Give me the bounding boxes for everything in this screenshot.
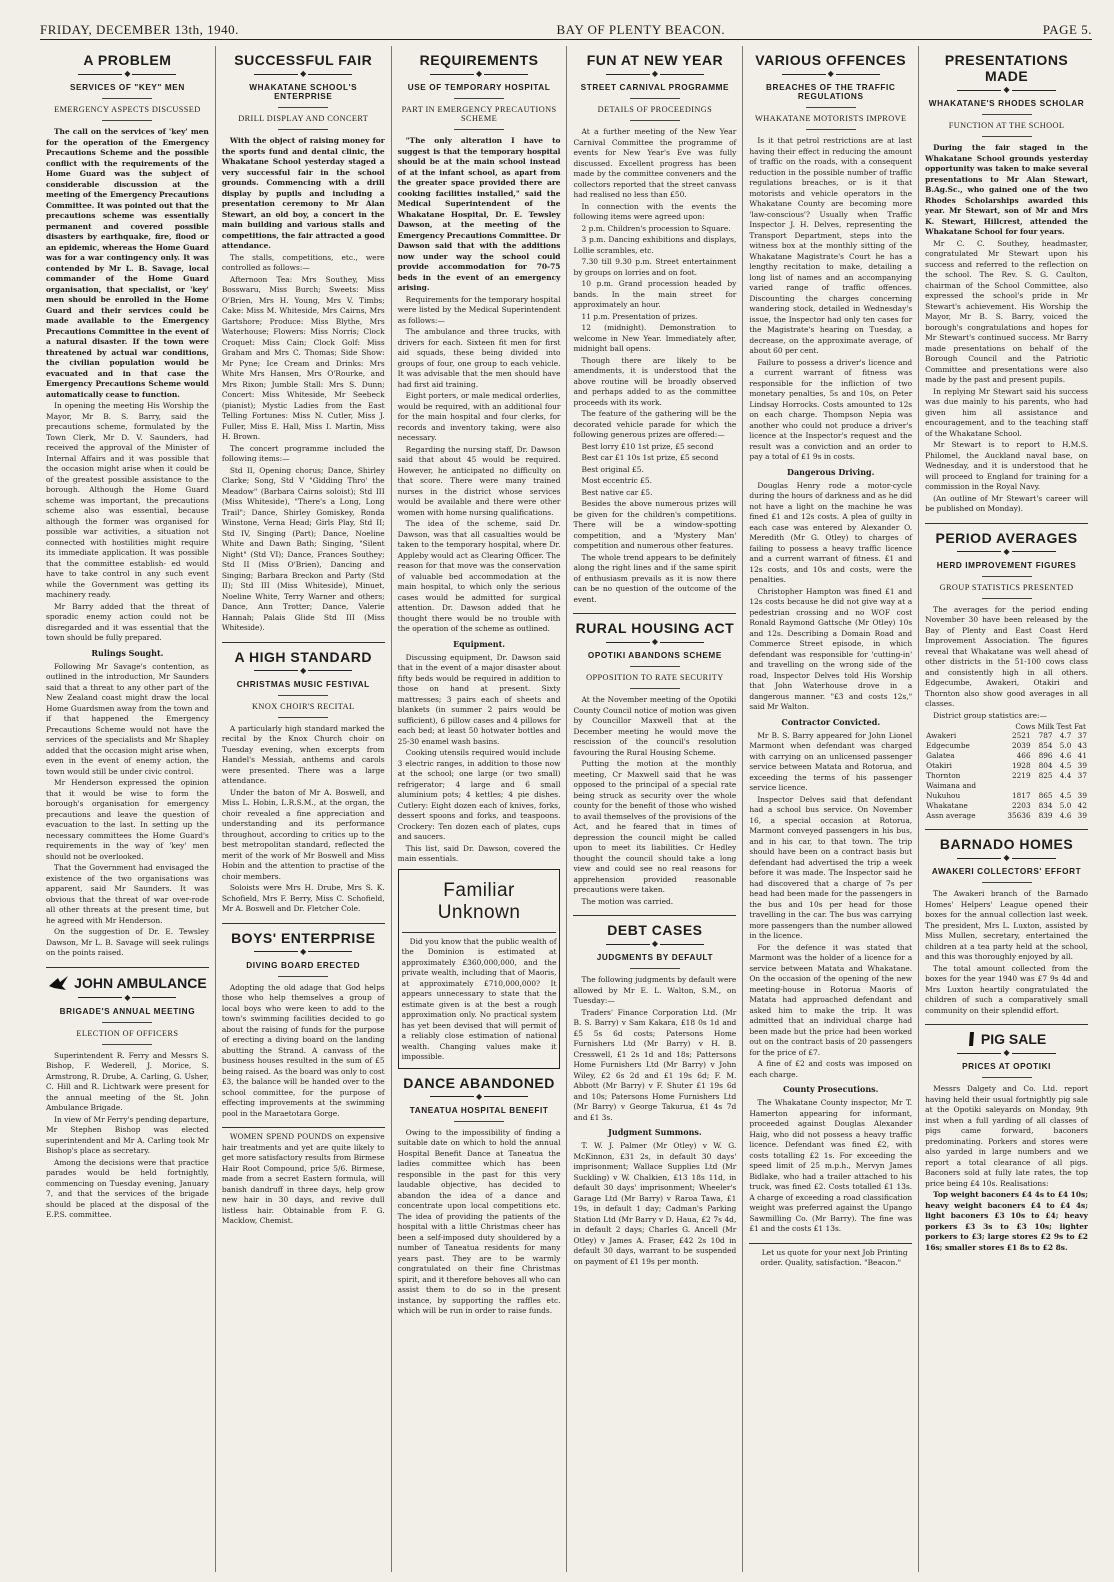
divider [278, 717, 328, 718]
article-paragraph: For the defence it was stated that Marmont was the holder of a licence for a service between Matata and Whakatane. On the occasion of the opening of the new meeting-house in Rotorua Maoris of Matata had approached defendant and asked him to make the trip. It was admitted that an individual charge had been made but the price had been worked out on the contract basis of 20 passengers for the price of £7. [749, 942, 913, 1057]
column-4 [567, 46, 743, 1572]
ornament-divider: ◆ [222, 70, 385, 78]
divider [278, 695, 328, 696]
divider [806, 129, 856, 130]
article-paragraph: Mr Barry added that the threat of sporadic enemy action could not be disregarded and it was essential that the town should be fully prepared. [46, 601, 209, 642]
program-item: 3 p.m. Dancing exhibitions and displays, Lollie scrambles, etc. [573, 235, 737, 255]
article-paragraph: On the suggestion of Dr. E. Tewsley Dawson, Mr L. B. Savage will seek rulings on the points raised. [46, 927, 209, 957]
ornament-divider: ◆ [749, 70, 912, 78]
table-cell-value: 466 [1016, 751, 1031, 760]
table-cell-value: 1928 [1012, 761, 1031, 770]
article-paragraph: With the object of raising money for the sports fund and dental clinic, the Whakatane School yesterday staged a very successful fair in the school grounds. Commencing with a drill display by pupils and including a presentation ceremony to Mr Alan Stewart, an old boy, a concert in the main building and various stalls and competitions, the fair attracted a good attendance. [221, 136, 385, 250]
article-paragraph: Messrs Dalgety and Co. Ltd. report having held their usual fortnightly pig sale at the Opotiki saleyards on Monday, 9th inst when a full yarding of all classes of pigs came forward, baconers predominating. Porkers and stores were also yarded in large numbers and we report a total clearance of all pigs. Baconers sold at fully late rates, the top price being £4 10s. Realisations: [925, 1084, 1088, 1188]
table-row [925, 781, 1088, 791]
article-paragraph: In opening the meeting His Worship the Mayor, Mr B. S. Barry, said the precautions scheme, formulated by the Town Clerk, Mr D. V. Saunders, had received the approval of the Minister of Internal Affairs and it was possible that the occasion might arise when it could be of the greatest possible assistance to the borough. Although the Home Guard scheme was important, the precautions scheme also was essential, because although the former was organised for possible war activities, a situation not connected with hostilities might require its immediate application. It was possible that the committee establish- ed would have to take control in any such event while the Government was getting its machinery ready. [46, 401, 209, 599]
table-cell-value: 4.6 [1059, 751, 1072, 760]
divider [982, 882, 1032, 883]
article-paragraph: Requirements for the temporary hospital were listed by the Medical Superintendent as follows:— [397, 294, 561, 325]
subheading: DRILL DISPLAY AND CONCERT [238, 114, 369, 123]
article-paragraph: Christopher Hampton was fined £1 and 12s costs because he did not give way at a pedestrian crossing and no WOF cost Ronald Raymond Gattsche (Mr Otley) 10s and 12s. Describing a Domain Road and Commerce Street episode, in which defendant was responsible for 'cutting-in' and travelling on the wrong side of the road, Inspector Delves told His Worship that John Waterhouse drove in a dangerous manner. "£3 and costs 12s," said Mr Walton. [749, 586, 913, 711]
sidehead: Equipment. [453, 638, 506, 649]
subheading: SERVICES OF "KEY" MEN [69, 83, 185, 92]
column-3 [392, 46, 568, 1572]
table-cell-district: Otakiri [926, 761, 952, 770]
article-paragraph: Adopting the old adage that God helps those who help themselves a group of local boys who were keen to add to the town's swimming facilities decided to go about the raising of funds for the purpose of erecting a diving board on the landing abutting the Strand. A canvass of the business houses resulted in the sum of £5 being raised. As the board was only to cost £3, the balance will be handed over to the school committee, for the purpose of effecting improvements at the swimming pool in the Maraetotara Gorge. [221, 982, 385, 1118]
divider [630, 666, 680, 667]
table-cell-value: 854 [1038, 741, 1053, 750]
subheading: GROUP STATISTICS PRESENTED [939, 582, 1074, 592]
headline-text: PIG SALE [980, 1031, 1047, 1047]
table-cell-district: Nukuhou [926, 791, 961, 800]
table-cell-district: Edgecumbe [926, 741, 970, 750]
article-paragraph: Mr B. S. Barry appeared for John Lionel Marmont when defendant was charged with carrying on an unlicensed passenger service between Matata and Rotorua, and exceeding the terms of his passenger service licence. [749, 730, 913, 792]
table-cell-value: 5.0 [1059, 741, 1072, 750]
ornament-divider: ◆ [573, 70, 736, 78]
ornament-divider: ◆ [925, 548, 1088, 556]
article-paragraph: The Awakeri branch of the Barnado Homes' Helpers' League opened their boxes for the annual collection last week. The president, Mrs L. Luxton, assisted by Miss Mullen, secretary, entertained the children at a tea party held at the school, and this was thoroughly enjoyed by all. [925, 889, 1088, 961]
article-paragraph: Douglas Henry rode a motor-cycle during the hours of darkness and as he did not have a light on the machine he was fined £1 and 12s costs. A plea of guilty in each case was entered by Alexander O. Meredith (Mr G. Otley) to charges of failing to possess a heavy traffic licence and a current warrant of fitness. £1 and 12s costs, and 10s and costs, were the penalties. [749, 480, 913, 584]
headline-text: JOHN AMBULANCE [74, 974, 207, 991]
sidehead: Rulings Sought. [91, 647, 164, 658]
subheading: KNOX CHOIR'S RECITAL [252, 701, 355, 711]
table-cell-value: 2203 [1012, 801, 1031, 810]
table-cell-value: 4.5 [1059, 761, 1072, 770]
subheading: CHRISTMAS MUSIC FESTIVAL [236, 679, 370, 689]
article-paragraph: "The only alteration I have to suggest is that the temporary hospital should be at the main school instead of at the infant school, as apart from the greater space provided there are cooking facilities installed," said the Medical Superintendent of the Whakatane Hospital, Dr. E. Tewsley Dawson, at the meeting of the Emergency Precautions Committee. Dr Dawson said that with the additions now under way the school could provide accommodation for 70-75 beds in the event of an emergency arising. [397, 136, 561, 292]
section-rule [573, 915, 736, 916]
table-cell-value: 41 [1077, 751, 1087, 760]
article-paragraph: Traders' Finance Corporation Ltd. (Mr B. S. Barry) v Sam Kakara, £18 0s 1d and £5 5s 6d costs; Patersons Home Furnishers Ltd (Mr Barry) v H. B. Cresswell, £1 2s 1d and 18s; Pattersons Home Furnishers Ltd (Mr Barry) v John Wiley, £2 6s 2d and £1 19s 6d; F. M. Abbott (Mr Barry) v F. Shuter £1 19s 6d and 10s; Patersons Home Furnishers Ltd (Mr Barry) v George Takurua, £1 4s 7d and £1 3s. [573, 1007, 737, 1122]
divider [102, 98, 152, 99]
article-paragraph: At a further meeting of the New Year Carnival Committee the programme of events for New Year's Eve was fully discussed. Excellent progress has been made by the committee conveners and the collectors reported that the street canvass had realised no less than £50. [573, 127, 737, 199]
article-paragraph: This list, said Dr. Dawson, covered the main essentials. [397, 843, 561, 863]
headline-fun-at-new-year: FUN AT NEW YEAR [586, 52, 724, 68]
headline-pig-sale [925, 1031, 1088, 1047]
table-cell-value: 2039 [1012, 741, 1031, 750]
issue-date: FRIDAY, DECEMBER 13th, 1940. [40, 22, 239, 37]
prize-item: Best native car £5. [581, 487, 653, 497]
subheading: OPPOSITION TO RATE SECURITY [586, 673, 724, 682]
table-cell-value: 4.6 [1059, 811, 1072, 820]
prize-item: Best original £5. [581, 464, 644, 474]
article-paragraph: Afternoon Tea: Mrs Southey, Miss Bosswaru, Miss Burch; Sweets: Miss O'Brien, Mrs H. Young, Mrs V. Timbs; Cake: Miss M. Whiteside, Mrs Cairns, Mrs Gartshore; Produce: Miss Blythe, Mrs Waterhouse; Flowers: Miss Norris; Clock Croquet: Miss Cain; Clock Golf: Miss Graham and Mrs C. Thomas; Side Show: Mr Pyne; Ice Cream and Drinks: Mrs White Mrs Hansen, Mrs O'Rourke, and Mrs Rixon; Jumble Stall: Mrs S. Dunn; Concert: Miss Whiteside, Mr Seebeck (pianist); Mystic Ladies from the East Telling Fortunes: Miss N. Cutler, Miss J. Fuller, Miss E. Hall, Miss I. Martin, Miss H. Brown. [221, 274, 385, 441]
divider [982, 598, 1032, 599]
table-cell-district: Thornton [926, 771, 961, 780]
article-paragraph: Though there are likely to be amendments, it is understood that the above routine will be broadly observed and perhaps added to as the committee proceeds with its work. [573, 355, 737, 407]
article-paragraph: Cooking utensils required would include 3 electric ranges, in addition to those now at the school; one large (or two small) refrigerator; 4 large and 6 small aluminium pots; 4 kettles; 4 pie dishes. Cutlery: Eight dozen each of knives, forks, dessert spoons and forks, and teaspoons. Crockery: Ten dozen each of plates, cups and saucers. [397, 748, 561, 841]
sidehead: County Prosecutions. [782, 1084, 879, 1094]
table-cell-value [1032, 781, 1054, 791]
article-paragraph: Regarding the nursing staff, Dr. Dawson said that about 45 would be required. However, he anticipated no difficulty on that score. There were many trained nurses in the district whose services would be available and there were other women with home nursing qualifications. [397, 444, 561, 517]
subheading: USE OF TEMPORARY HOSPITAL [407, 83, 551, 92]
subheading: WHAKATANE'S RHODES SCHOLAR [928, 99, 1085, 108]
headline-high-standard: A HIGH STANDARD [234, 648, 372, 665]
headline-rural-housing-act: RURAL HOUSING ACT [575, 620, 735, 636]
section-rule [925, 523, 1088, 524]
table-cell-value: 42 [1077, 801, 1087, 810]
subheading: OPOTIKI ABANDONS SCHEME [587, 651, 722, 660]
table-cell-value: 825 [1038, 771, 1053, 780]
headline-a-problem: A PROBLEM [83, 52, 172, 68]
table-cell-district: Waimana and [926, 781, 977, 790]
divider [806, 107, 856, 108]
article-paragraph: Top weight baconers £4 4s to £4 10s; heavy weight baconers £4 to £4 4s; light baconers £3 10s to £4; heavy porkers £3 3s to £3 10s; lighter porkers to £3; large stores £2 9s to £2 16s; smaller stores £1 8s to £2 8s. [925, 1190, 1088, 1252]
article-paragraph: In view of Mr Ferry's pending departure, Mr Stephen Bishop was elected superintendent and Mr A. Carling took Mr Bishop's place as secretary. [46, 1114, 209, 1155]
divider [278, 107, 328, 108]
article-paragraph: Inspector Delves said that defendant had a school bus service. On November 16, a special occasion at Rotorua, Marmont conveyed passengers in his bus, and in his car, to that town. The trip should have been on a contract basis but defendant had advertised the trip a week before it was made. The Inspector said he had discovered that a charge of 7s per head had been made for the passengers in the bus and 10s per head for those travelling in the car. The bus was carrying more passengers than the number allowed in the licence. [749, 794, 913, 940]
article-paragraph: The whole trend appears to be definitely along the right lines and if the same spirit of enthusiasm prevails as it is now there can be no question of the outcome of the event. [573, 552, 737, 604]
column-1 [40, 46, 216, 1572]
subheading: BRIGADE'S ANNUAL MEETING [59, 1006, 196, 1016]
table-cell-value [1054, 781, 1073, 791]
prize-item: Best lorry £10 1st prize, £5 second [581, 441, 714, 451]
ornament-divider: ◆ [222, 948, 385, 956]
ambulance-cross-icon [48, 974, 70, 992]
divider [278, 129, 328, 130]
headline-boys-enterprise: BOYS' ENTERPRISE [231, 929, 376, 946]
article-paragraph: Mr Henderson expressed the opinion that it would be wise to form the borough's organisation for emergency precautions and leave the question of evacuation to the last. In setting up the necessary committees the Home Guard's requirements in the way of 'key' men should not be overlooked. [46, 778, 209, 861]
subheading: PRICES AT OPOTIKI [962, 1062, 1051, 1071]
article-paragraph: During the fair staged in the Whakatane School grounds yesterday opportunity was taken to make several presentations to Mr Alan Stewart, B.Ag.Sc., who gained one of the two Rhodes Scholarships awarded this year. Mr Stewart, son of Mr and Mrs K. Stewart, Hillcrest, attended the Whakatane School for four years. [925, 143, 1088, 236]
section-rule [573, 613, 736, 614]
columns [40, 46, 1094, 1572]
sidehead: Judgment Summons. [608, 1127, 702, 1137]
subheading: EMERGENCY ASPECTS DISCUSSED [54, 105, 201, 114]
ornament-divider: ◆ [573, 940, 736, 948]
divider [102, 1044, 152, 1045]
ornament-divider: ◆ [925, 854, 1088, 862]
subheading: AWAKERI COLLECTORS' EFFORT [931, 867, 1082, 876]
article-paragraph: The following judgments by default were allowed by Mr E. L. Walton, S.M., on Tuesday:— [573, 975, 737, 1005]
table-cell-value: 39 [1077, 761, 1087, 770]
subheading: DIVING BOARD ERECTED [246, 960, 361, 970]
table-row [925, 751, 1088, 761]
section-rule [749, 1243, 912, 1244]
table-cell-value: 787 [1038, 731, 1053, 740]
section-rule [222, 923, 385, 924]
headline-requirements: REQUIREMENTS [419, 52, 539, 68]
table-row [925, 791, 1088, 801]
article-paragraph: Among the decisions were that practice parades would be held fortnightly, commencing on Tuesday evening, January 7, and that the services of the brigade should be placed at the disposal of the E.P.S. committee. [46, 1157, 209, 1219]
article-paragraph: A particularly high standard marked the recital by the Knox Church choir on Tuesday evening, when excerpts from Handel's Messiah, anthems and carols were presented. There was a large attendance. [221, 723, 385, 785]
pig-icon [967, 1031, 977, 1047]
stats-table [925, 731, 1088, 821]
column-2 [216, 46, 392, 1572]
table-cell-value [997, 781, 1032, 791]
table-cell-value: 1817 [1012, 791, 1031, 800]
printing-advertisement: Let us quote for your next Job Printing order. Quality, satisfaction. "Beacon." [760, 1247, 908, 1267]
subheading: FUNCTION AT THE SCHOOL [948, 121, 1065, 130]
table-cell-value: 5.0 [1059, 801, 1072, 810]
article-paragraph: In replying Mr Stewart said his success was due mainly to his parents, who had given him all assistance and encouragement, and to the teaching staff of the Whakatane School. [925, 386, 1088, 438]
section-rule [222, 1127, 385, 1128]
divider [630, 120, 680, 121]
page-number: PAGE 5. [1042, 22, 1092, 37]
table-cell-district: Assn average [926, 811, 976, 820]
article-paragraph: Std II, Opening chorus; Dance, Shirley Clarke; Song, Std V "Gidding Thro' the Meadow" (Barbara Cairns soloist); Std III (Miss Whiteside), "There's a Long, Long Trail"; Dance, Shirley Gomiskey, Ronda Winstone, Verna Head; Girls Play, Std II; Std IV, Singing (Part); Dance, Noeline White and Dawn Bath; Singing, "Silent Night" (Std VI); Dance, Frances Southey; Std II (Miss O'Brien), Dancing and Singing; Barbara Breckon and Party (Std II); Std III (Miss Whiteside), Minuet, Noeline White, Terry Warner and others; Dance, Ann Trotter; Dance, Valerie Hannah; Palais Glide Std III (Miss Whiteside). [221, 465, 385, 632]
article-paragraph: Mr C. C. Southey, headmaster, congratulated Mr Stewart upon his success and referred to the reflection on the school. The Rev. S. G. Caulton, chairman of the School Committee, also expressed the school's pride in Mr Stewart's achievement. His Worship the Mayor, Mr B. S. Barry, voiced the borough's congratulations and hopes for Mr Stewart's continued success. Mr Barry made presentations on behalf of the Borough Council and the Patriotic Committee and presentations were also made by the past and present pupils. [925, 238, 1088, 384]
ornament-divider: ◆ [398, 70, 561, 78]
stats-table-header: Cows Milk Test Fat [1015, 722, 1086, 731]
article-paragraph: The averages for the period ending November 30 have been released by the Bay of Plenty and East Coast Herd Improvement Association. The figures reveal that Whakatane was well ahead of other districts in the 51-100 cows class and consistently high in all others. Edgecumbe, Awakeri, Otakiri and Thornton also show good averages in all classes. [925, 604, 1088, 708]
divider [454, 98, 504, 99]
ornament-divider: ◆ [573, 638, 736, 646]
article-paragraph: Superintendent R. Ferry and Messrs S. Bishop, F. Wederell, J. Morice, S. Armstrong, R. Drube, A. Carling, G. Usher, C. Hill and R. Lichtwark were present for the annual meeting of the St. John Ambulance Brigade. [46, 1050, 209, 1112]
table-cell-district: Whakatane [926, 801, 968, 810]
headline-barnado-homes: BARNADO HOMES [939, 836, 1074, 852]
table-row [925, 741, 1088, 751]
article-paragraph: A fine of £2 and costs was imposed on each charge. [749, 1059, 913, 1079]
article-paragraph: The ambulance and three trucks, with drivers for each. Sixteen fit men for first aid squads, these being divided into groups of four, one group to each vehicle. It was advisable that the men should have had first aid training. [397, 327, 561, 389]
table-cell-value: 43 [1077, 741, 1087, 750]
ornament-divider: ◆ [46, 994, 209, 1002]
divider [454, 1121, 504, 1122]
headline-dance-abandoned: DANCE ABANDONED [403, 1074, 555, 1091]
divider [278, 976, 328, 977]
table-cell-value: 834 [1038, 801, 1053, 810]
divider [630, 98, 680, 99]
ornament-divider: ◆ [222, 667, 385, 675]
newspaper-name: BAY OF PLENTY BEACON. [556, 22, 726, 37]
headline-familiar-unknown: Familiar Unknown [437, 879, 521, 923]
headline-period-averages: PERIOD AVERAGES [935, 529, 1078, 546]
headline-debt-cases: DEBT CASES [607, 922, 703, 938]
headline-st-john-ambulance [46, 974, 209, 992]
table-cell-value: 896 [1038, 751, 1053, 760]
subheading: HERD IMPROVEMENT FIGURES [936, 560, 1077, 570]
headline-presentations-made: PRESENTATIONS MADE [944, 52, 1069, 84]
article-paragraph: That the Government had envisaged the existence of the two organisations was apparent, said Mr Saunders. It was obvious that the threat of war over-rode all other threats at the present time, but he agreed with Mr Henderson. [46, 863, 209, 925]
table-row [925, 771, 1088, 781]
subheading: TANEATUA HOSPITAL BENEFIT [409, 1105, 549, 1115]
advertisement: WOMEN SPEND POUNDS on expensive hair treatments and yet are quite likely to get more satisfactory results from Birmese Hair Root Compound, price 5/6. Birmese, made from a secret Eastern formula, will banish dandruff in three days, help grow new hair in 30 days, and revive dull listless hair. Obtainable from F. G. Macklow, Chemist. [221, 1132, 385, 1225]
masthead [40, 22, 1092, 40]
article-paragraph: Did you know that the public wealth of the Dominion is estimated at approximately £360,000,000, and the private wealth, including that of Maoris, at approximately £710,000,000? It appears unnecessary to state that the estimate given is at the best a rough approximation only. No practical system has yet been devised that will permit of a reliably close estimation of national wealth. Changing values make it impossible. [401, 936, 557, 1061]
table-cell-district: Awakeri [926, 731, 957, 740]
ornament-divider: ◆ [925, 86, 1088, 94]
table-cell-value: 839 [1038, 811, 1053, 820]
article-paragraph: Discussing equipment, Dr. Dawson said that in the event of a major disaster about fifty beds would be required in addition to those on hand at present. Sixty mattresses; 3 pairs each of sheets and blankets (in summer 2 pairs would be sufficient), 6 pillow cases and 4 pillows for each bed; at least 50 hotwater bottles and 25-30 enamel wash basins. [397, 652, 561, 746]
divider [982, 1077, 1032, 1078]
table-cell-value: 4.7 [1059, 731, 1072, 740]
subheading: JUDGMENTS BY DEFAULT [596, 953, 714, 962]
section-rule [46, 967, 209, 968]
divider [982, 136, 1032, 137]
article-paragraph: The Whakatane County inspector, Mr T. Hamerton appearing for informant, proceeded against Douglas Alexander Haig, who did not possess a heavy traffic licence. Defendant was fined £2, with costs totalling £2 1s. For exceeding the speed limit of 25 m.p.h., Mervyn James Bidlake, who had a trailer attached to his truck, was fined £2. Costs totalled £1 13s. A charge of exceeding a road classification weight was preferred against the Upango Sawmilling Co. (Mr Barry). The fine was £1 and the costs £1 13s. [749, 1098, 913, 1233]
prize-item: Most eccentric £5. [581, 476, 652, 485]
article-paragraph: District group statistics are:— [933, 710, 1047, 720]
article-paragraph: Putting the motion at the monthly meeting, Cr Maxwell said that he was opposed to the principal of a special rate being struck as security over the whole county for the benefit of those who wished to avail themselves of the provisions of the Act, and he feared that in times of depression the council might be called upon to meet its liabilities. Cr Hedley thought the council should take a long view and could see no real reasons for apprehension provided reasonable precautions were taken. [573, 759, 737, 894]
program-item: 2 p.m. Children's procession to Square. [581, 223, 731, 233]
table-row [925, 731, 1088, 741]
subheading: WHAKATANE MOTORISTS IMPROVE [754, 114, 907, 123]
article-paragraph: The motion was carried. [581, 896, 674, 906]
table-cell-value: 39 [1077, 811, 1087, 820]
program-item: 12 (midnight). Demonstration to welcome in New Year. Immediately after, midnight ball opens. [573, 323, 737, 353]
subheading: STREET CARNIVAL PROGRAMME [580, 83, 730, 92]
article-paragraph: The call on the services of 'key' men for the operation of the Emergency Precautions Scheme and the possible conflict with the requirements of the Home Guard was the subject of considerable discussion at the meeting of the Emergency Precautions Committee. It was pointed out that the precautions scheme was essentially permanent and covered possible disasters by earthquake, fire, flood or an epidemic, whereas the Home Guard was for a war contingency only. It was contended by Mr L. B. Savage, local commander of the Home Guard organisation, that specialist, or 'key' men should be enrolled in the Home Guard and their services could be made available to the Emergency Precautions Committee in the event of a natural disaster. If the town were threatened by actual war conditions, the civilian population would be evacuated and in that case the Emergency Precautions Scheme would automatically cease to function. [46, 127, 209, 399]
divider [102, 1022, 152, 1023]
article-paragraph: Soloists were Mrs H. Drube, Mrs S. K. Schofield, Mrs F. Berry, Miss C. Schofield, Mr A. Boswell and Dr. Fletcher Cole. [221, 883, 385, 913]
table-row [925, 761, 1088, 771]
sidehead: Contractor Convicted. [781, 716, 881, 727]
section-rule [925, 1024, 1088, 1025]
divider [630, 688, 680, 689]
table-cell-value: 804 [1038, 761, 1053, 770]
section-rule [402, 932, 557, 933]
table-cell-district: Galatea [926, 751, 955, 760]
table-cell-value: 39 [1077, 791, 1087, 800]
divider [982, 114, 1032, 115]
section-rule [925, 829, 1088, 830]
table-cell-value: 4.4 [1059, 771, 1072, 780]
article-paragraph: Is it that petrol restrictions are at last having their effect in reducing the amount of traffic on the roads, with a consequent reduction in the possible number of traffic regulations breaches, or is it that motorists and vehicle operators in the Whakatane County are becoming more 'law-conscious'? Usually when Traffic Inspector J. H. Delves, representing the Transport Department, steps into the witness box at the monthly sitting of the Whakatane Magistrate's Court he has a lengthy recitation to make, detailing a long list of names and an accompanying varied range of traffic offences. Discounting the charges concerning wandering stock, detailed in Wednesday's issue, the Inspector had only ten cases for the Magistrate's hearing on Tuesday, a decrease, on the approximate average, of about 60 per cent. [749, 136, 913, 355]
table-cell-value: 865 [1038, 791, 1053, 800]
article-paragraph: Owing to the impossibility of finding a suitable date on which to hold the annual Hospital Benefit Dance at Taneatua the ladies committee which has been responsible in the past for this very laudable objective, has decided to abandon the idea of a dance and concentrate upon local competitions etc. The idea of providing the patients of the hospital with a little Christmas cheer has been a self-imposed duty shouldered by a number of Taneatua residents for many years past. They are to be warmly congratulated on their fine Christmas spirit, and it therefore behoves all who can assist them to do so in the present instance, by supporting the raffles etc. which will be run in order to raise funds. [397, 1127, 561, 1315]
prize-item: Best car £1 10s 1st prize, £5 second [581, 453, 719, 462]
subheading: PART IN EMERGENCY PRECAUTIONS SCHEME [401, 105, 557, 123]
table-cell-value [1072, 781, 1088, 791]
subheading: BREACHES OF THE TRAFFIC REGULATIONS [766, 83, 896, 101]
subheading: WHAKATANE SCHOOL'S ENTERPRISE [249, 83, 358, 101]
table-cell-value: 2521 [1012, 731, 1031, 740]
section-rule [222, 642, 385, 643]
table-cell-value: 35636 [1007, 811, 1031, 820]
article-paragraph: Mr Stewart is to report to H.M.S. Philomel, the Auckland naval base, on Wednesday, and it is understood that he will proceed to England for training for a commission in the Royal Navy. [925, 440, 1088, 491]
article-paragraph: The feature of the gathering will be the decorated vehicle parade for which the following generous prizes are offered:— [573, 409, 737, 439]
article-paragraph: Eight porters, or male medical orderlies, would be required, with an additional four for the main hospital and four clerks, for records and inventory taking, were also necessary. [397, 391, 561, 442]
ornament-divider: ◆ [398, 1093, 561, 1101]
article-paragraph: T. W. J. Palmer (Mr Otley) v W. G. McKinnon, £31 2s, in default 30 days' imprisonment; Wallace Supplies Ltd (Mr Suckling) v W. Chalkien, £13 18s 11d, in default 30 days' imprisonment; Wheeler's Garage Ltd (Mr Barry) v Raroa Tawa, £1 19s, in default 1 day; Cadman's Parking Station Ltd (Mr Barry v D. Haua, £2 7s 4d, in default 2 days; Charles G. Ancell (Mr Otley) v James A. Fraser, £42 2s 10d in default 30 days, warrant to be suspended on payment of £1 19s per month. [573, 1141, 737, 1266]
column-5 [743, 46, 919, 1572]
article-paragraph: Failure to possess a driver's licence and a current warrant of fitness was responsible for the infliction of two monetary penalties, 5s and 10s, on Peter Lindsay Horrocks. Costs amounted to 12s on each charge. Thompson Nepia was another who could not produce a driver's licence at the Inspector's request and the result was a conviction and an order to pay a total of £1 9s in costs. [749, 357, 913, 461]
headline-various-offences: VARIOUS OFFENCES [755, 52, 907, 68]
column-6 [919, 46, 1094, 1572]
divider [982, 576, 1032, 577]
divider [102, 120, 152, 121]
article-paragraph: In connection with the events the following items were agreed upon: [573, 201, 737, 221]
article-paragraph: The idea of the scheme, said Dr. Dawson, was that all casualties would be taken to the temporary hospital, where Dr. Appleby would act as Clearing Officer. The reason for that move was the conservation of valuable bed accommodation at the main hospital, to which only the serious cases would be admitted for surgical attention. Dr. Dawson added that he thought there would be no trouble with the operation of the scheme as outlined. [397, 519, 561, 633]
sidehead: Dangerous Driving. [787, 466, 875, 477]
ornament-divider: ◆ [925, 1049, 1088, 1057]
article-paragraph: Besides the above numerous prizes will be given for the children's competitions. There will be a window-spotting competition, and a 'Mystery Man' competition and numerous other features. [573, 499, 737, 550]
subheading: ELECTION OF OFFICERS [76, 1028, 179, 1038]
divider [454, 129, 504, 130]
article-paragraph: Following Mr Savage's contention, as outlined in the introduction, Mr Saunders said that a threat to any other part of the New Zealand coast might draw the local Home Guardsmen away from the town and if that happened the Emergency Precautions Scheme would not have the services of the specialists and Mr Shapley added that the occasion might arise when, even in the event of enemy action, the town would still be under civic control. [46, 661, 209, 776]
article-paragraph: Under the baton of Mr A. Boswell, and Miss L. Hobin, L.R.S.M., at the organ, the choir revealed a fine appreciation and understanding and its performance throughout, according to critics up to the best metropolitan standard, reflected the merit of the work of Mr Boswell and Miss Hobin and the attention to practise of the choir members. [221, 787, 385, 881]
table-row [925, 801, 1088, 811]
program-item: 7.30 till 9.30 p.m. Street entertainment by groups on lorries and on foot. [573, 257, 737, 277]
subheading: DETAILS OF PROCEEDINGS [597, 105, 713, 114]
program-item: 10 p.m. Grand procession headed by bands. In the main street for approximately an hour. [573, 279, 737, 309]
article-paragraph: The stalls, competitions, etc., were controlled as follows:— [221, 252, 385, 272]
table-cell-value: 37 [1077, 731, 1087, 740]
table-row [925, 811, 1088, 821]
familiar-unknown-box [398, 869, 561, 1069]
table-cell-value: 4.5 [1059, 791, 1072, 800]
article-paragraph: At the November meeting of the Opotiki County Council notice of motion was given by Councillor Maxwell that at the December meeting he would move the rescission of the council's resolution favouring the Rural Housing Scheme. [573, 695, 737, 757]
program-item: 11 p.m. Presentation of prizes. [581, 311, 698, 321]
table-cell-value: 2219 [1012, 771, 1031, 780]
ornament-divider: ◆ [46, 70, 209, 78]
article-paragraph: The total amount collected from the boxes for the year 1940 was £7 9s 4d and Mrs Luxton heartily congratulated the children of such a comparatively small community on their splendid effort. [925, 963, 1088, 1015]
article-paragraph: The concert programme included the following items:— [221, 443, 385, 463]
table-cell-value: 37 [1077, 771, 1087, 780]
article-paragraph: (An outline of Mr Stewart's career will be published on Monday). [925, 493, 1088, 513]
divider [630, 968, 680, 969]
headline-successful-fair: SUCCESSFUL FAIR [234, 52, 373, 68]
